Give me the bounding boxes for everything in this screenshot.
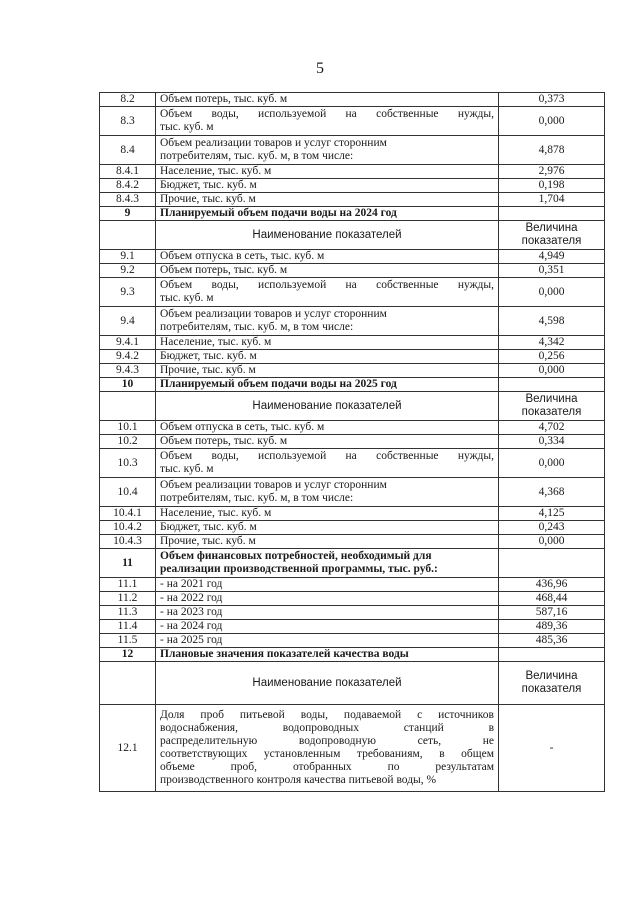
section-value-cell (499, 648, 605, 662)
row-value: 0,000 (499, 107, 605, 136)
row-description: Бюджет, тыс. куб. м (156, 179, 499, 193)
page-number: 5 (316, 60, 324, 77)
row-description-line: тыс. куб. м (160, 292, 214, 304)
table-row (100, 278, 605, 307)
section-title (156, 549, 499, 578)
row-number: 8.4.2 (100, 179, 156, 193)
row-description-line: Доля проб питьевой воды, подаваемой с источников (160, 709, 494, 721)
row-number: 11.5 (100, 634, 156, 648)
column-header-value-line: Величина (525, 393, 578, 405)
indicators-table (99, 92, 605, 792)
row-description-line: Объем воды, используемой на собственные нужды, (160, 279, 494, 291)
row-value: 4,342 (499, 336, 605, 350)
row-value: 587,16 (499, 606, 605, 620)
row-description (156, 307, 499, 336)
table-row (100, 521, 605, 535)
header-number-cell (100, 221, 156, 250)
table-row (100, 648, 605, 662)
row-description: Прочие, тыс. куб. м (156, 535, 499, 549)
table-row (100, 93, 605, 107)
column-header-value-line: показателя (521, 235, 582, 247)
row-number: 10.2 (100, 435, 156, 449)
row-value: 485,36 (499, 634, 605, 648)
row-number: 10.4.2 (100, 521, 156, 535)
header-number-cell (100, 662, 156, 705)
row-number: 8.4.1 (100, 165, 156, 179)
row-value: 2,976 (499, 165, 605, 179)
row-description: Население, тыс. куб. м (156, 507, 499, 521)
table-row (100, 378, 605, 392)
table-row (100, 264, 605, 278)
row-description: Объем отпуска в сеть, тыс. куб. м (156, 421, 499, 435)
row-description: Объем потерь, тыс. куб. м (156, 93, 499, 107)
column-header-value-line: Величина (525, 222, 578, 234)
table-row (100, 250, 605, 264)
table-row (100, 179, 605, 193)
row-number: 9.4.1 (100, 336, 156, 350)
row-number: 11.2 (100, 592, 156, 606)
column-header-name: Наименование показателей (156, 221, 499, 250)
row-description-line: Объем реализации товаров и услуг сторонним (160, 308, 387, 320)
section-number: 10 (100, 378, 156, 392)
row-description: - на 2021 год (156, 578, 499, 592)
row-description: Население, тыс. куб. м (156, 336, 499, 350)
table-row (100, 449, 605, 478)
table-row (100, 606, 605, 620)
table-row (100, 535, 605, 549)
column-header-value-line: показателя (521, 406, 582, 418)
row-value: 4,949 (499, 250, 605, 264)
row-value: 0,198 (499, 179, 605, 193)
row-value: - (499, 705, 605, 792)
column-header-value (499, 221, 605, 250)
row-value: 4,702 (499, 421, 605, 435)
row-description: Прочие, тыс. куб. м (156, 193, 499, 207)
table-row (100, 578, 605, 592)
row-description: - на 2025 год (156, 634, 499, 648)
row-description (156, 107, 499, 136)
row-number: 10.1 (100, 421, 156, 435)
row-value: 0,351 (499, 264, 605, 278)
row-description (156, 705, 499, 792)
table-row (100, 549, 605, 578)
row-number: 11.3 (100, 606, 156, 620)
column-header-value-line: показателя (521, 683, 582, 695)
row-description: Бюджет, тыс. куб. м (156, 521, 499, 535)
section-value-cell (499, 549, 605, 578)
row-number: 9.3 (100, 278, 156, 307)
row-number: 10.4.1 (100, 507, 156, 521)
table-row (100, 207, 605, 221)
section-title: Планируемый объем подачи воды на 2024 год (156, 207, 499, 221)
row-value: 4,598 (499, 307, 605, 336)
row-description: Объем потерь, тыс. куб. м (156, 264, 499, 278)
table-row (100, 592, 605, 606)
row-description-line: Объем воды, используемой на собственные нужды, (160, 108, 494, 120)
table-row (100, 435, 605, 449)
table-row (100, 307, 605, 336)
row-description (156, 278, 499, 307)
table-row (100, 705, 605, 792)
row-number: 9.1 (100, 250, 156, 264)
column-header-value (499, 392, 605, 421)
row-description-line: тыс. куб. м (160, 121, 214, 133)
row-value: 468,44 (499, 592, 605, 606)
row-value: 489,36 (499, 620, 605, 634)
table-row (100, 620, 605, 634)
table-row (100, 421, 605, 435)
row-number: 9.4 (100, 307, 156, 336)
section-number: 11 (100, 549, 156, 578)
row-description-line: распределительную водопроводную сеть, не (160, 735, 494, 747)
table-row (100, 221, 605, 250)
row-value: 4,125 (499, 507, 605, 521)
row-number: 11.4 (100, 620, 156, 634)
column-header-name: Наименование показателей (156, 392, 499, 421)
row-value: 0,256 (499, 350, 605, 364)
table-row (100, 136, 605, 165)
table-row (100, 165, 605, 179)
row-description: - на 2022 год (156, 592, 499, 606)
table-row (100, 507, 605, 521)
row-description-line: Объем реализации товаров и услуг сторонним (160, 479, 387, 491)
row-description-line: Объем воды, используемой на собственные нужды, (160, 450, 494, 462)
row-description-line: производственного контроля качества питьевой воды, % (160, 774, 437, 786)
row-description-line: тыс. куб. м (160, 463, 214, 475)
row-description-line: потребителям, тыс. куб. м, в том числе: (160, 150, 354, 162)
row-value: 0,334 (499, 435, 605, 449)
row-description: Население, тыс. куб. м (156, 165, 499, 179)
row-description-line: потребителям, тыс. куб. м, в том числе: (160, 321, 354, 333)
section-title-line: реализации производственной программы, тыс. руб.: (160, 563, 438, 575)
row-number: 9.4.3 (100, 364, 156, 378)
row-value: 0,000 (499, 278, 605, 307)
row-description (156, 136, 499, 165)
row-value: 0,000 (499, 449, 605, 478)
row-number: 9.4.2 (100, 350, 156, 364)
header-number-cell (100, 392, 156, 421)
row-description: Объем потерь, тыс. куб. м (156, 435, 499, 449)
table-row (100, 364, 605, 378)
row-number: 9.2 (100, 264, 156, 278)
row-description-line: водоснабжения, водопроводных станций в (160, 722, 494, 734)
column-header-value-line: Величина (525, 670, 578, 682)
row-description-line: объеме проб, отобранных по результатам (160, 761, 494, 773)
row-number: 10.3 (100, 449, 156, 478)
row-description-line: соответствующих установленным требованиям, в общем (160, 748, 494, 760)
table-row (100, 634, 605, 648)
row-number: 8.2 (100, 93, 156, 107)
row-description: Прочие, тыс. куб. м (156, 364, 499, 378)
row-description: Объем отпуска в сеть, тыс. куб. м (156, 250, 499, 264)
row-number: 10.4 (100, 478, 156, 507)
table-row (100, 392, 605, 421)
section-title: Плановые значения показателей качества воды (156, 648, 499, 662)
row-number: 8.3 (100, 107, 156, 136)
row-description: Бюджет, тыс. куб. м (156, 350, 499, 364)
row-description-line: потребителям, тыс. куб. м, в том числе: (160, 492, 354, 504)
column-header-value (499, 662, 605, 705)
row-number: 11.1 (100, 578, 156, 592)
row-number: 8.4 (100, 136, 156, 165)
section-title-line: Объем финансовых потребностей, необходимый для (160, 550, 432, 562)
row-value: 4,878 (499, 136, 605, 165)
row-value: 0,000 (499, 364, 605, 378)
section-value-cell (499, 207, 605, 221)
table-row (100, 662, 605, 705)
section-number: 9 (100, 207, 156, 221)
row-description-line: Объем реализации товаров и услуг сторонним (160, 137, 387, 149)
row-value: 0,373 (499, 93, 605, 107)
column-header-name: Наименование показателей (156, 662, 499, 705)
section-number: 12 (100, 648, 156, 662)
row-number: 10.4.3 (100, 535, 156, 549)
section-value-cell (499, 378, 605, 392)
table-row (100, 336, 605, 350)
row-description: - на 2023 год (156, 606, 499, 620)
table-row (100, 193, 605, 207)
row-value: 4,368 (499, 478, 605, 507)
row-value: 436,96 (499, 578, 605, 592)
table-row (100, 350, 605, 364)
row-description (156, 478, 499, 507)
row-number: 8.4.3 (100, 193, 156, 207)
row-value: 1,704 (499, 193, 605, 207)
table-row (100, 107, 605, 136)
row-description: - на 2024 год (156, 620, 499, 634)
section-title: Планируемый объем подачи воды на 2025 год (156, 378, 499, 392)
row-value: 0,000 (499, 535, 605, 549)
table-row (100, 478, 605, 507)
row-number: 12.1 (100, 705, 156, 792)
row-description (156, 449, 499, 478)
row-value: 0,243 (499, 521, 605, 535)
